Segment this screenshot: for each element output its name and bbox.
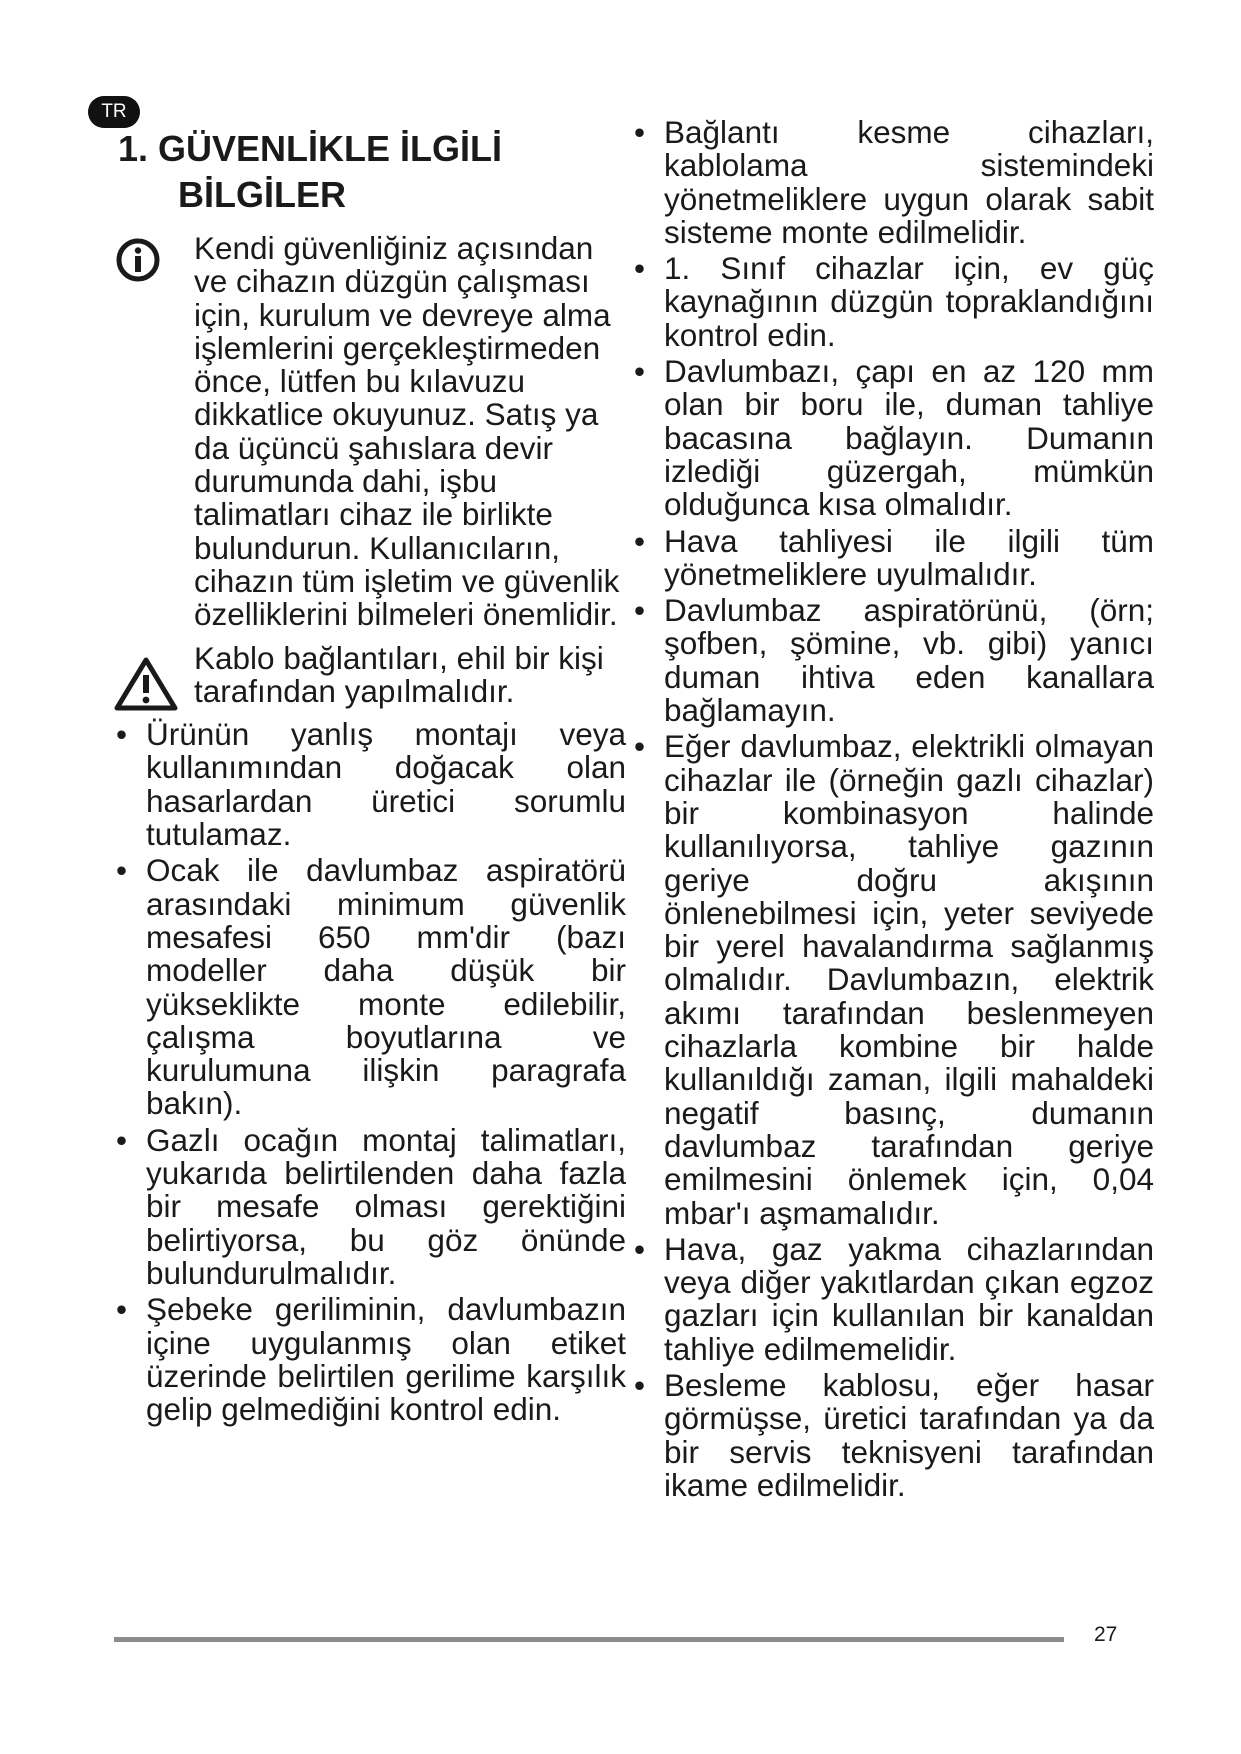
list-item: • Besleme kablosu, eğer hasar görmüşse, üretici tarafından ya da bir servis teknisyeni tarafından ikame edilmelidir. [632, 1369, 1154, 1502]
warning-note [114, 639, 626, 709]
list-item: • Eğer davlumbaz, elektrikli olmayan cihazlar ile (örneğin gazlı cihazlar) bir kombinasyon halinde kullanılıyorsa, tahliye gazının geriye doğru akışının önlenebilmesi için, yeter seviyede bir yerel havalandırma sağlanmış olmalıdır. Davlumbazın, elektrik akımı tarafından beslenmeyen cihazlarla kombine bir halde kullanıldığı zaman, ilgili mahaldeki negatif basınç, dumanın davlumbaz tarafından geriye emilmesini önlemek için, 0,04 mbar'ı aşmamalıdır. [632, 730, 1154, 1229]
list-item: • Hava tahliyesi ile ilgili tüm yönetmeliklere uyulmalıdır. [632, 525, 1154, 592]
list-item: • Davlumbazı, çapı en az 120 mm olan bir boru ile, duman tahliye bacasına bağlayın. Dumanın izlediği güzergah, mümkün olduğunca kısa olmalıdır. [632, 355, 1154, 521]
warning-triangle-icon [114, 656, 178, 718]
list-item: • 1. Sınıf cihazlar için, ev güç kaynağının düzgün topraklandığını kontrol edin. [632, 252, 1154, 352]
section-title-line1: 1. GÜVENLİKLE İLGİLİ [118, 128, 503, 169]
list-item: • Ocak ile davlumbaz aspiratörü arasındaki minimum güvenlik mesafesi 650 mm'dir (bazı modeller daha düşük bir yükseklikte monte edilebilir, çalışma boyutlarına ve kurulumuna ilişkin paragrafa bakın). [114, 854, 626, 1120]
left-bullet-list [114, 718, 626, 1426]
section-title [118, 126, 638, 218]
list-item: • Şebeke geriliminin, davlumbazın içine uygulanmış olan etiket üzerinde belirtilen gerilime karşılık gelip gelmediğini kontrol edin. [114, 1293, 626, 1426]
info-circle-icon [114, 236, 162, 290]
page-number: 27 [1094, 1623, 1118, 1646]
left-column [114, 232, 626, 1429]
list-item: • Davlumbaz aspiratörünü, (örn; şofben, şömine, vb. gibi) yanıcı duman ihtiva eden kanallara bağlamayın. [632, 594, 1154, 727]
section-title-line2: BİLGİLER [178, 174, 346, 215]
info-note [114, 232, 626, 632]
right-bullet-list [632, 116, 1154, 1502]
info-note-text: Kendi güvenliğiniz açısından ve cihazın düzgün çalışması için, kurulum ve devreye alma işlemlerini gerçekleştirmeden önce, lütfen bu kılavuzu dikkatlice okuyunuz. Satış ya da üçüncü şahıslara devir durumunda dahi, işbu talimatları cihaz ile birlikte bulundurun. Kullanıcıların, cihazın tüm işletim ve güvenlik özelliklerini bilmeleri önemlidir. [194, 230, 620, 633]
list-item: • Ürünün yanlış montajı veya kullanımından doğacak olan hasarlardan üretici sorumlu tutulamaz. [114, 718, 626, 851]
right-column [632, 116, 1154, 1505]
warning-note-text: Kablo bağlantıları, ehil bir kişi tarafından yapılmalıdır. [194, 639, 604, 709]
language-badge: TR [88, 96, 140, 128]
list-item: • Gazlı ocağın montaj talimatları, yukarıda belirtilenden daha fazla bir mesafe olması gerektiğini belirtiyorsa, bu göz önünde bulundurulmalıdır. [114, 1124, 626, 1290]
footer-divider [114, 1637, 1064, 1642]
list-item: • Hava, gaz yakma cihazlarından veya diğer yakıtlardan çıkan egzoz gazları için kullanılan bir kanaldan tahliye edilmemelidir. [632, 1233, 1154, 1366]
list-item: • Bağlantı kesme cihazları, kablolama sistemindeki yönetmeliklere uygun olarak sabit sisteme monte edilmelidir. [632, 116, 1154, 249]
